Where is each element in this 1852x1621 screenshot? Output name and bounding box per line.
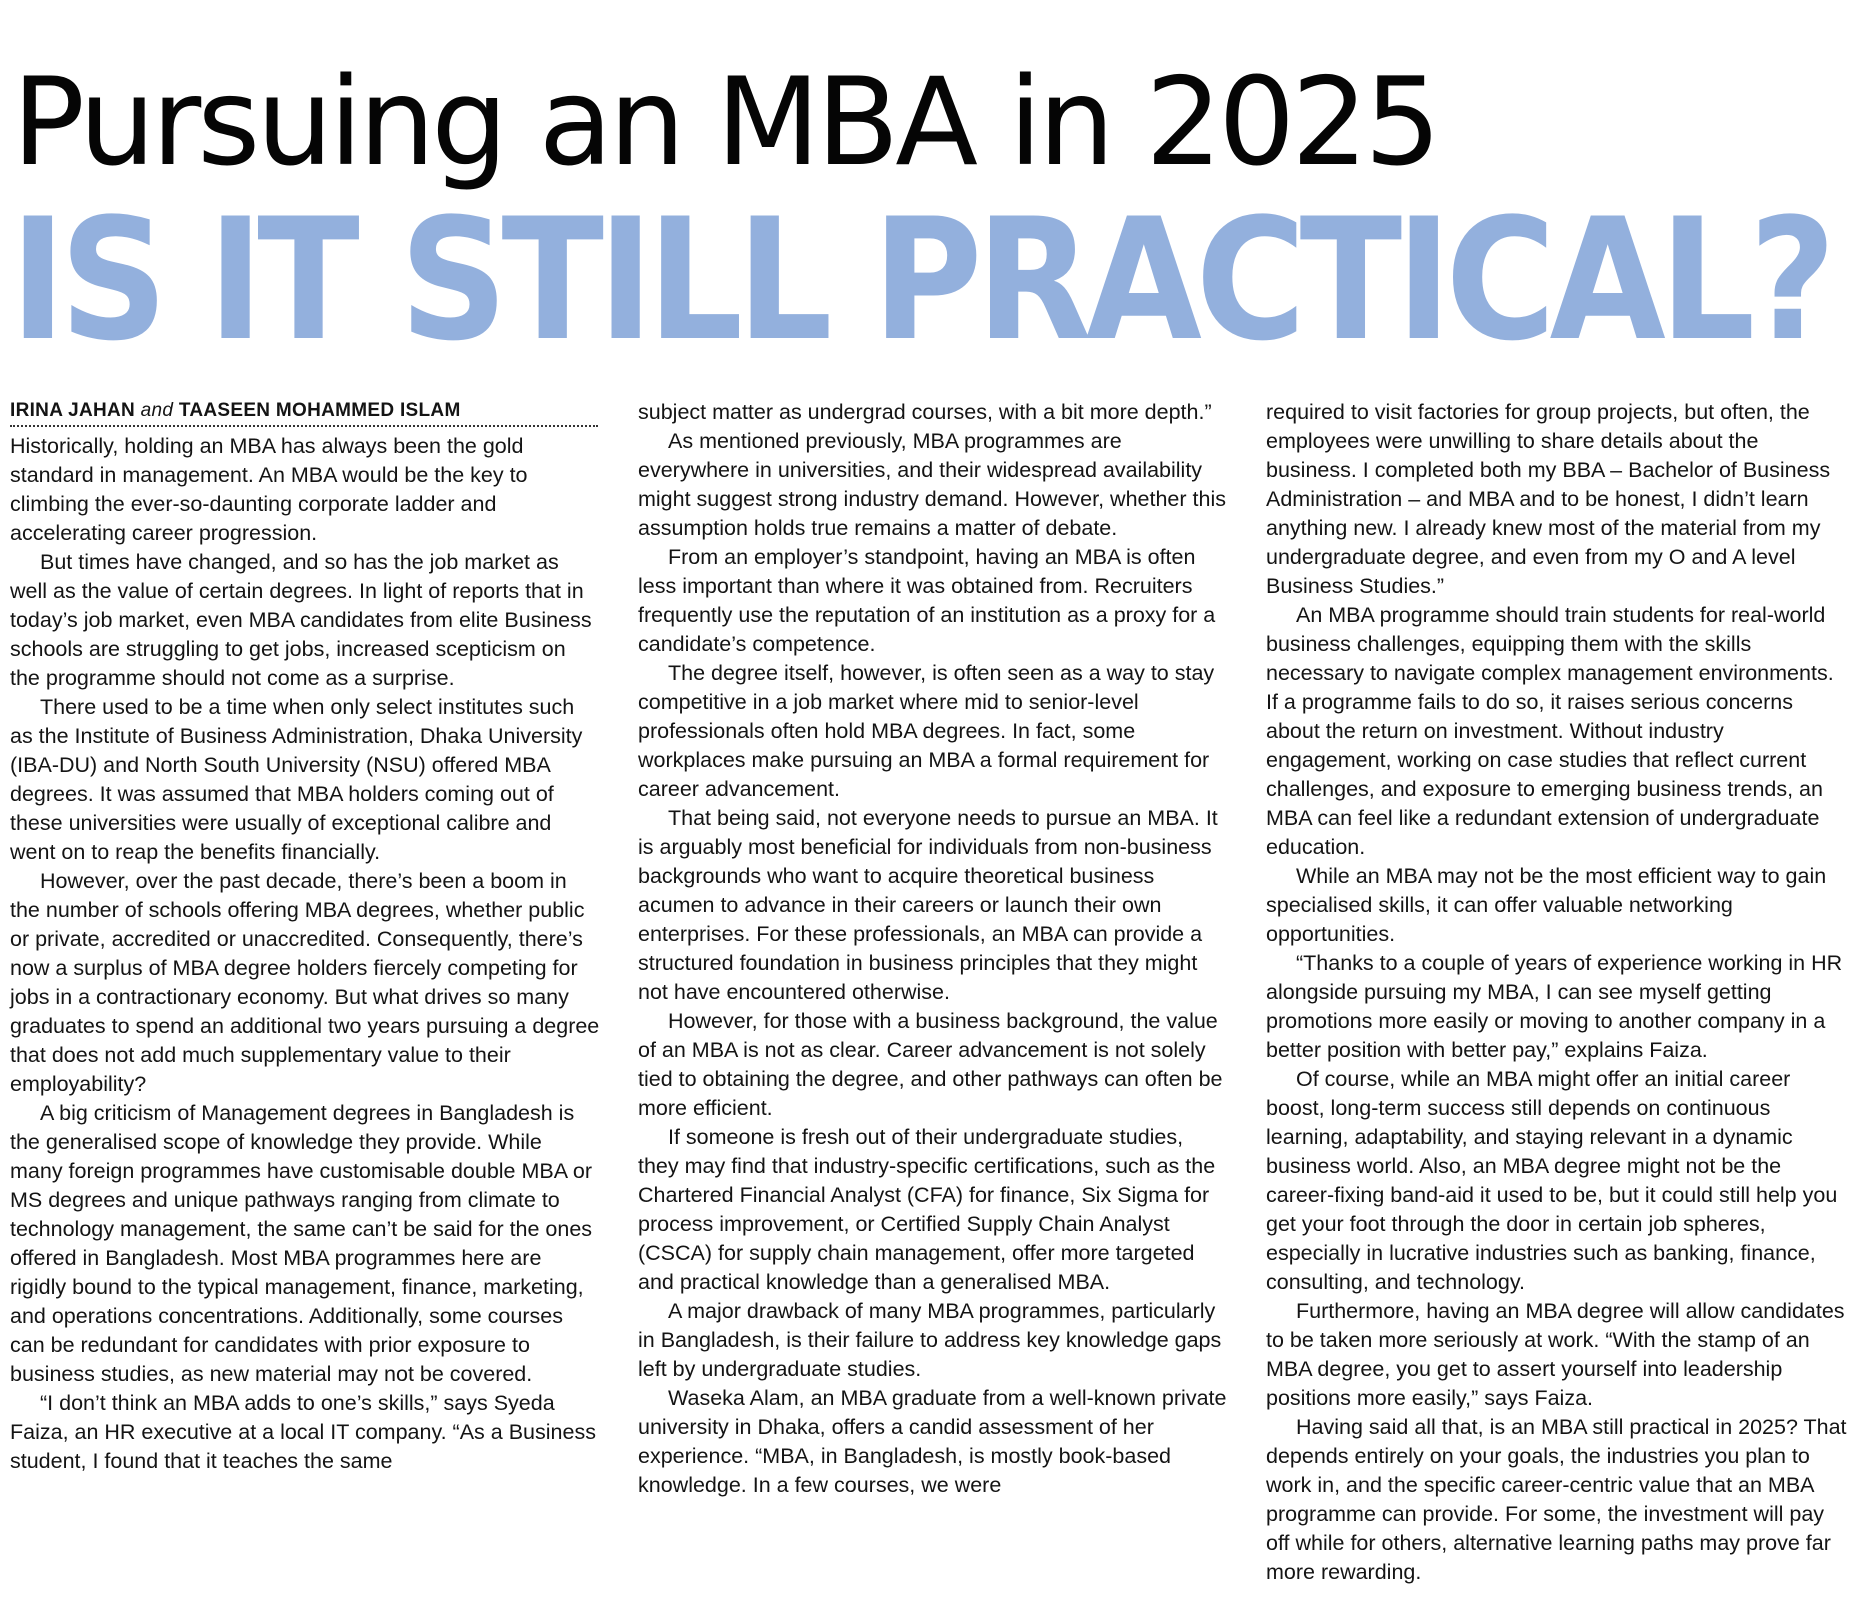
paragraph: From an employer’s standpoint, having an MBA is often less important than where it was obtained from. Recruiters frequently use the reputation of an institution as a proxy for a candidate’s competence. [638, 545, 1216, 656]
paragraph: “Thanks to a couple of years of experience working in HR alongside pursuing my MBA, I can see myself getting promotions more easily or moving to another company in a better position with better pay,” explains Faiza. [1266, 951, 1843, 1062]
paragraph: subject matter as undergrad courses, with a bit more depth.” [638, 400, 1212, 424]
article-column-3 [1266, 398, 1848, 1587]
paragraph: Furthermore, having an MBA degree will allow candidates to be taken more seriously at work. “With the stamp of an MBA degree, you get to assert yourself into leadership positions more easily,” says Faiza. [1266, 1299, 1845, 1410]
kicker-headline: IS IT STILL PRACTICAL? [10, 182, 1830, 378]
paragraph: There used to be a time when only select institutes such as the Institute of Business Administration, Dhaka University (IBA-DU) and North South University (NSU) offered MBA degrees. It was assumed that MBA holders coming out of these universities were usually of exceptional calibre and went on to reap the benefits financially. [10, 695, 583, 864]
paragraph: As mentioned previously, MBA programmes are everywhere in universities, and their widespread availability might suggest strong industry demand. However, whether this assumption holds true remains a matter of debate. [638, 429, 1226, 540]
author-name: IRINA JAHAN [10, 400, 136, 421]
paragraph: An MBA programme should train students for real-world business challenges, equipping them with the skills necessary to navigate complex management environments. If a programme fails to do so, it raises serious concerns about the return on investment. Without industry engagement, working on case studies that reflect current challenges, and exposure to emerging business trends, an MBA can feel like a redundant extension of undergraduate education. [1266, 603, 1834, 859]
paragraph: However, for those with a business background, the value of an MBA is not as clear. Career advancement is not solely tied to obtaining the degree, and other pathways can often be more efficient. [638, 1009, 1223, 1120]
paragraph: Having said all that, is an MBA still practical in 2025? That depends entirely on your goals, the industries you plan to work in, and the specific career-centric value that an MBA programme can provide. For some, the investment will pay off while for others, alternative learning paths may prove far more rewarding. [1266, 1415, 1847, 1584]
paragraph: If someone is fresh out of their undergraduate studies, they may find that industry-specific certifications, such as the Chartered Financial Analyst (CFA) for finance, Six Sigma for process improvement, or Certified Supply Chain Analyst (CSCA) for supply chain management, offer more targeted and practical knowledge than a generalised MBA. [638, 1125, 1216, 1294]
paragraph: However, over the past decade, there’s been a boom in the number of schools offering MBA degrees, whether public or private, accredited or unaccredited. Consequently, there’s now a surplus of MBA degree holders fiercely competing for jobs in a contractionary economy. But what drives so many graduates to spend an additional two years pursuing a degree that does not add much supplementary value to their employability? [10, 869, 600, 1096]
paragraph: Of course, while an MBA might offer an initial career boost, long-term success still depends on continuous learning, adaptability, and staying relevant in a dynamic business world. Also, an MBA degree might not be the career-fixing band-aid it used to be, but it could still help you get your foot through the door in certain job spheres, especially in lucrative industries such as banking, finance, consulting, and technology. [1266, 1067, 1838, 1294]
paragraph: required to visit factories for group projects, but often, the employees were unwilling to share details about the business. I completed both my BBA – Bachelor of Business Administration – and MBA and to be honest, I didn’t learn anything new. I already knew most of the material from my undergraduate degree, and even from my O and A level Business Studies.” [1266, 400, 1831, 598]
paragraph: While an MBA may not be the most efficient way to gain specialised skills, it can offer valuable networking opportunities. [1266, 864, 1827, 946]
paragraph: A major drawback of many MBA programmes, particularly in Bangladesh, is their failure to address key knowledge gaps left by undergraduate studies. [638, 1299, 1222, 1381]
paragraph: Waseka Alam, an MBA graduate from a well-known private university in Dhaka, offers a candid assessment of her experience. “MBA, in Bangladesh, is mostly book-based knowledge. In a few courses, we were [638, 1386, 1227, 1497]
article-column-2 [638, 398, 1228, 1500]
author-name: TAASEEN MOHAMMED ISLAM [178, 400, 461, 421]
paragraph: “I don’t think an MBA adds to one’s skills,” says Syeda Faiza, an HR executive at a local IT company. “As a Business student, I found that it teaches the same [10, 1391, 596, 1473]
paragraph: That being said, not everyone needs to pursue an MBA. It is arguably most beneficial for individuals from non-business backgrounds who want to acquire theoretical business acumen to advance in their careers or launch their own enterprises. For these professionals, an MBA can provide a structured foundation in business principles that they might not have encountered otherwise. [638, 806, 1218, 1004]
paragraph: Historically, holding an MBA has always been the gold standard in management. An MBA would be the key to climbing the ever-so-daunting corporate ladder and accelerating career progression. [10, 434, 528, 545]
paragraph: The degree itself, however, is often seen as a way to stay competitive in a job market where mid to senior-level professionals often hold MBA degrees. In fact, some workplaces make pursuing an MBA a formal requirement for career advancement. [638, 661, 1215, 801]
byline [10, 398, 598, 427]
paragraph: A big criticism of Management degrees in Bangladesh is the generalised scope of knowledge they provide. While many foreign programmes have customisable double MBA or MS degrees and unique pathways ranging from climate to technology management, the same can’t be said for the ones offered in Bangladesh. Most MBA programmes here are rigidly bound to the typical management, finance, marketing, and operations concentrations. Additionally, some courses can be redundant for candidates with prior exposure to business studies, as new material may not be covered. [10, 1101, 593, 1386]
byline-conjunction: and [140, 400, 174, 421]
article-column-1 [10, 398, 600, 1476]
paragraph: But times have changed, and so has the job market as well as the value of certain degrees. In light of reports that in today’s job market, even MBA candidates from elite Business schools are struggling to get jobs, increased scepticism on the programme should not come as a surprise. [10, 550, 592, 690]
headline: Pursuing an MBA in 2025 [12, 52, 1438, 193]
